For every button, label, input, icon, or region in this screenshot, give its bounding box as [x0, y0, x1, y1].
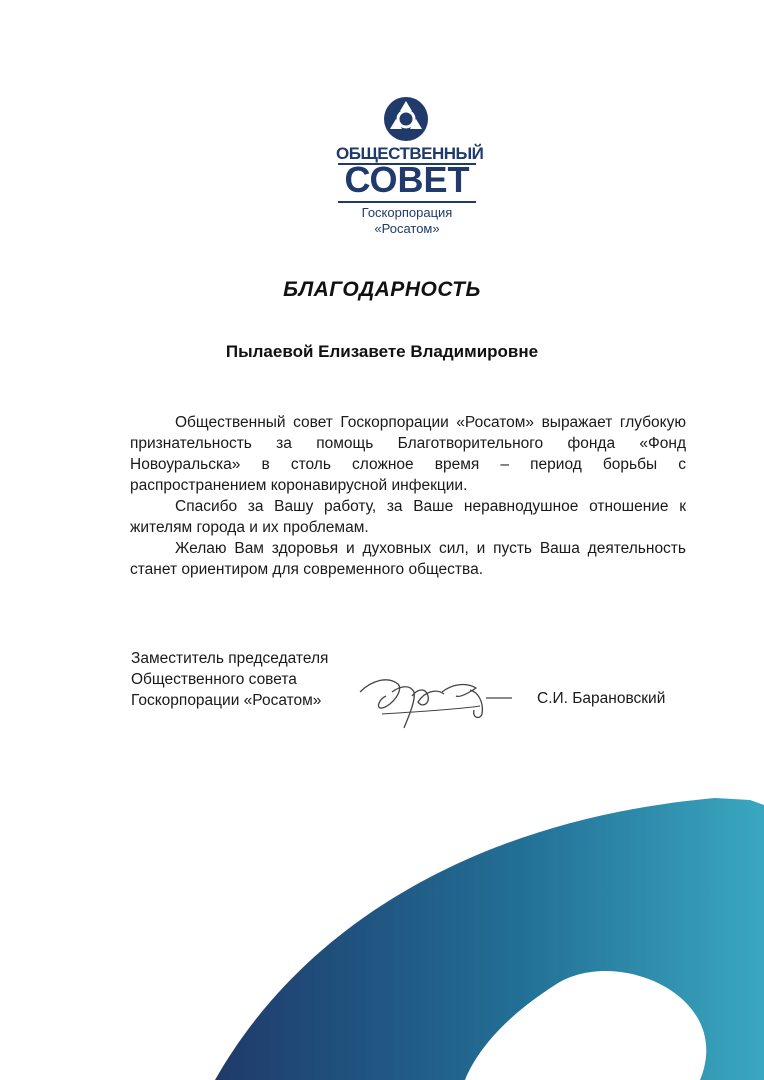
paragraph: Спасибо за Вашу работу, за Ваше неравнодушное отношение к жителям города и их проблемам.	[130, 498, 686, 536]
rosatom-emblem-icon	[383, 96, 429, 142]
logo-line-goskorporatsiya: Госкорпорация	[361, 205, 453, 220]
position-line: Госкорпорации «Росатом»	[131, 692, 322, 709]
logo-line-obshchestvenny: ОБЩЕСТВЕННЫЙ	[336, 144, 484, 163]
document-title: БЛАГОДАРНОСТЬ	[283, 278, 481, 301]
paragraph: Желаю Вам здоровья и духовных сил, и пусть Ваша деятельность станет ориентиром для современного общества.	[130, 540, 686, 578]
position-line: Общественного совета	[131, 671, 297, 688]
signatory-name: С.И. Барановский	[537, 690, 666, 707]
logo-line-sovet: СОВЕТ	[344, 159, 470, 200]
logo-line-rosatom: «Росатом»	[374, 221, 440, 236]
position-line: Заместитель председателя	[131, 650, 329, 667]
council-logo	[336, 96, 484, 236]
letter-body	[130, 412, 686, 580]
paragraph: Общественный совет Госкорпорации «Росатом» выражает глубокую признательность за помощь Благотворительного фонда «Фонд Новоуральска» в столь сложное время – период борьбы с распространением коронавирусной инфекции.	[130, 414, 686, 494]
signatory-position	[131, 648, 328, 711]
logo-divider	[338, 201, 476, 203]
decorative-swoosh	[0, 780, 764, 1080]
handwritten-signature	[352, 662, 527, 734]
recipient-name: Пылаевой Елизавете Владимировне	[225, 342, 539, 361]
